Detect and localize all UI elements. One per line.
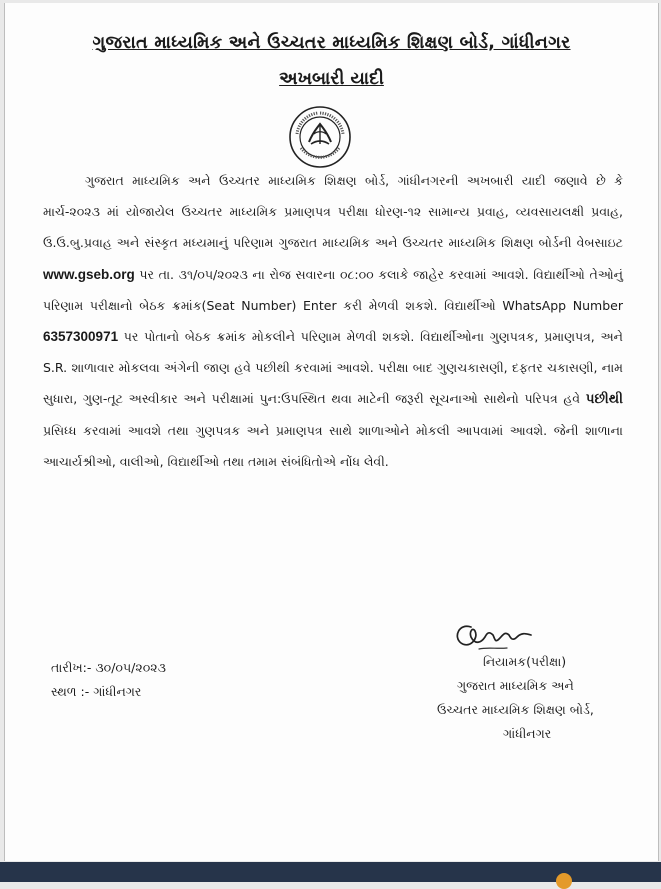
signatory-designation: નિયામક(પરીક્ષા) xyxy=(483,654,567,669)
date-line: તારીખ:- ૩૦/૦૫/૨૦૨૩ xyxy=(51,660,166,675)
website-link[interactable]: www.gseb.org xyxy=(43,266,135,282)
signatory-line-3: ગાંધીનગર xyxy=(503,726,552,741)
place-line: સ્થળ :- ગાંધીનગર xyxy=(51,684,142,699)
signatory-line-1: ગુજરાત માધ્યમિક અને xyxy=(457,678,574,693)
body-text-part: પ્રસિધ્ધ કરવામાં આવશે તથા ગુણપત્રક અને પ્રમાણપત્ર સાથે શાળાઓને મોકલી આપવામાં આવશે. જેની શાળાના આચાર્યશ્રીઓ, વાલીઓ, વિદ્યાર્થીઓ તથા તમામ સંબંધિતોએ નોંધ લેવી. xyxy=(43,422,623,469)
body-text-part: પર પોતાનો બેઠક ક્રમાંક મોકલીને પરિણામ મેળવી શકશે. વિદ્યાર્થીઓના ગુણપત્રક, પ્રમાણપત્ર, અને S.R. શાળાવાર મોકલવા અંગેની જાણ હવે પછીથી કરવામાં આવશે. પરીક્ષા બાદ ગુણચકાસણી, દફતર ચકાસણી, નામ સુધારા, ગુણ-તૂટ અસ્વીકાર અને પરીક્ષામાં પુન:ઉપસ્થિત થવા માટેની જરૂરી સૂચનાઓ સાથેનો પરિપત્ર હવે xyxy=(43,329,623,407)
board-seal-logo xyxy=(287,104,353,170)
accent-dot xyxy=(556,873,572,889)
signatory-line-2: ઉચ્ચતર માધ્યમિક શિક્ષણ બોર્ડ, xyxy=(437,702,594,717)
emphasis-later: પછીથી xyxy=(585,391,623,407)
whatsapp-number: 6357300971 xyxy=(43,329,119,345)
press-release-body xyxy=(43,165,623,477)
document-page xyxy=(4,3,659,861)
document-subtitle: અખબારી યાદી xyxy=(279,69,384,89)
body-text-part: પર તા. ૩૧/૦૫/૨૦૨૩ ના રોજ સવારના ૦૮:૦૦ કલાકે જાહેર કરવામાં આવશે. વિદ્યાર્થીઓ તેઓનું પરિણામ પરીક્ષાનો બેઠક ક્રમાંક(Seat Number) Enter કરી મેળવી શકશે. વિદ્યાર્થીઓ WhatsApp Number xyxy=(43,266,623,313)
body-text-part: ગુજરાત માધ્યમિક અને ઉચ્ચતર માધ્યમિક શિક્ષણ બોર્ડ, ગાંધીનગરની અખબારી યાદી જણાવે છે કે માર્ચ-૨૦૨૩ માં યોજાયેલ ઉચ્ચતર માધ્યમિક પ્રમાણપત્ર પરીક્ષા ધોરણ-૧૨ સામાન્ય પ્રવાહ, વ્યવસાયલક્ષી પ્રવાહ, ઉ.ઉ.બુ.પ્રવાહ અને સંસ્કૃત મધ્યમાનું પરિણામ ગુજરાત માધ્યમિક અને ઉચ્ચતર માધ્યમિક શિક્ષણ બોર્ડની વેબસાઇટ xyxy=(43,173,623,251)
date-place-block xyxy=(51,656,166,704)
signatory-block xyxy=(437,650,594,746)
document-title: ગુજરાત માધ્યમિક અને ઉચ્ચતર માધ્યમિક શિક્ષણ બોર્ડ, ગાંધીનગર xyxy=(92,33,571,53)
body-paragraph xyxy=(43,165,623,477)
